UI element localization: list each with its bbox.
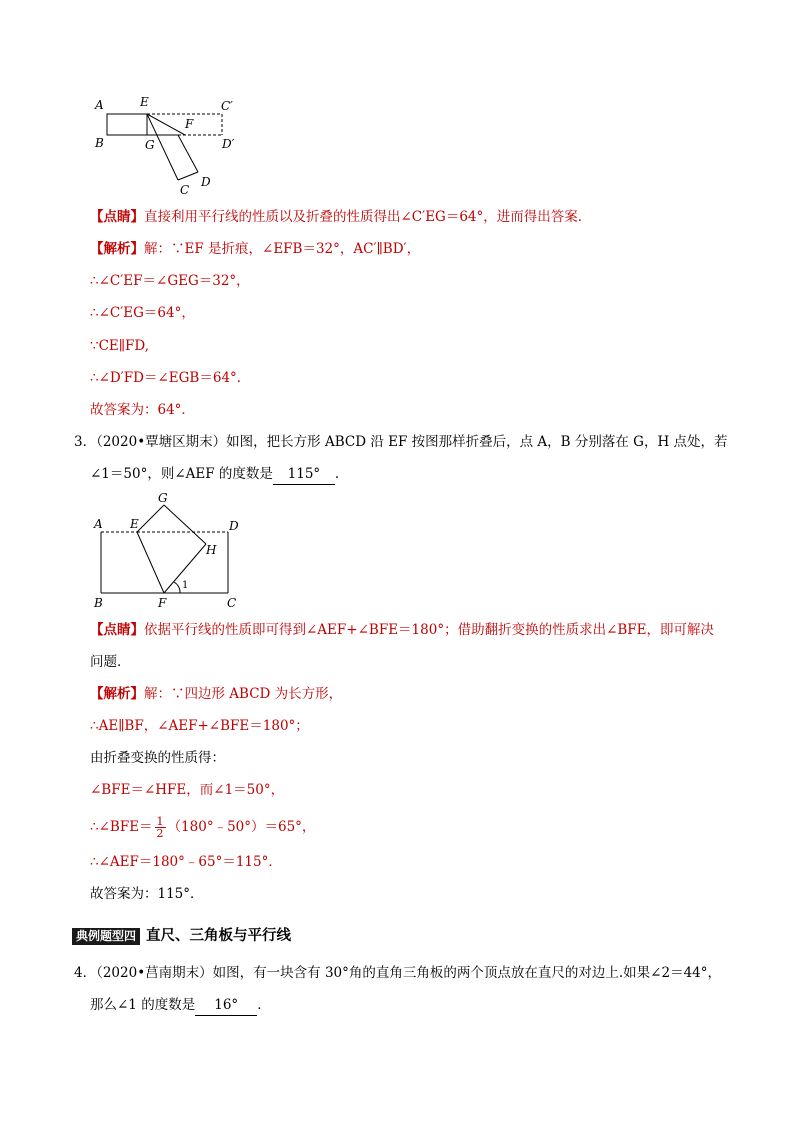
figure-fold-2 (88, 488, 248, 612)
label-angle-1: 1 (182, 580, 189, 591)
q2-jiexi-line-5: ∴∠D′FD＝∠EGB＝64°． (90, 370, 251, 386)
q2-jiexi-line-3: ∴∠C′EG＝64°， (90, 305, 195, 321)
q2-jiexi-line-6: 故答案为：64°． (90, 402, 195, 418)
edge-eg (137, 505, 164, 532)
label-E: E (130, 517, 139, 531)
label-C: C (227, 596, 237, 610)
label-Cprime: C′ (221, 99, 233, 113)
label-G: G (145, 138, 155, 152)
label-B: B (95, 136, 104, 150)
label-C: C (180, 183, 190, 197)
q3-jiexi-line-1: 【解析】解：∵四边形 ABCD 为长方形， (90, 686, 343, 702)
edge-gh (164, 505, 206, 544)
q2-jiexi-line-2: ∴∠C′EF＝∠GEG＝32°， (90, 273, 250, 289)
figure-fold-1 (90, 92, 250, 200)
label-A: A (95, 98, 104, 112)
q3-dianjing-line-2: 问题． (90, 654, 131, 670)
fold-ef (137, 532, 164, 593)
label-H: H (206, 543, 217, 557)
label-D: D (201, 175, 211, 189)
strip-rect (107, 114, 147, 135)
q3-jiexi-line-2: ∴AE∥BF，∠AEF+∠BFE＝180°； (90, 718, 309, 734)
q4-stem-line-1: 4．（2020•莒南期末）如图，有一块含有 30°角的直角三角板的两个顶点放在直尺的对边上.如果∠2＝44°， (74, 965, 721, 981)
q3-jiexi-line-3: 由折叠变换的性质得： (90, 750, 225, 766)
q3-jiexi-line-5: ∴∠BFE＝ $\frac{1}{2}$ （180°﹣50°）＝65°， (90, 815, 316, 840)
q2-jiexi-line-4: ∵CE∥FD, (90, 338, 150, 354)
fold-edge-fd (178, 135, 198, 172)
section-badge: 典例题型四 (72, 928, 140, 945)
q3-dianjing-line-1: 【点睛】依据平行线的性质即可得到∠AEF+∠BFE＝180°；借助翻折变换的性质求出∠BFE，即可解决 (90, 622, 715, 638)
q3-stem-line-1: 3．（2020•覃塘区期末）如图，把长方形 ABCD 沿 EF 按图那样折叠后，点 A，B 分别落在 G，H 点处，若 (74, 434, 728, 450)
q2-jiexi-line-1: 【解析】解：∵EF 是折痕，∠EFB＝32°，AC′∥BD′， (90, 241, 421, 257)
q4-answer: 16° (195, 995, 257, 1016)
label-F: F (185, 117, 194, 131)
label-A: A (94, 517, 103, 531)
label-E: E (140, 95, 149, 109)
q4-stem-line-2: 那么∠1 的度数是 16° ． (90, 995, 271, 1016)
fold-line-ef (147, 114, 185, 135)
label-B: B (94, 596, 103, 610)
section-heading (72, 924, 291, 945)
fraction-one-half: $\frac{1}{2}$ (156, 815, 164, 840)
fold-edge-cd (178, 172, 198, 180)
q3-answer: 115° (273, 464, 335, 485)
q3-jiexi-line-7: 故答案为：115°． (90, 886, 204, 902)
label-F: F (158, 596, 167, 610)
q3-jiexi-line-4: ∠BFE＝∠HFE，而∠1＝50°， (90, 782, 285, 798)
angle-1-arc (174, 582, 180, 593)
label-Dprime: D′ (222, 137, 235, 151)
q3-jiexi-line-6: ∴∠AEF＝180°﹣65°＝115°． (90, 854, 282, 870)
q3-stem-line-2: ∠1＝50°，则∠AEF 的度数是 115° ． (90, 464, 348, 485)
label-D: D (229, 519, 239, 533)
section-title: 直尺、三角板与平行线 (146, 928, 292, 944)
q2-dianjing: 【点睛】直接利用平行线的性质以及折叠的性质得出∠C′EG＝64°，进而得出答案. (90, 209, 583, 225)
label-G: G (158, 491, 168, 505)
